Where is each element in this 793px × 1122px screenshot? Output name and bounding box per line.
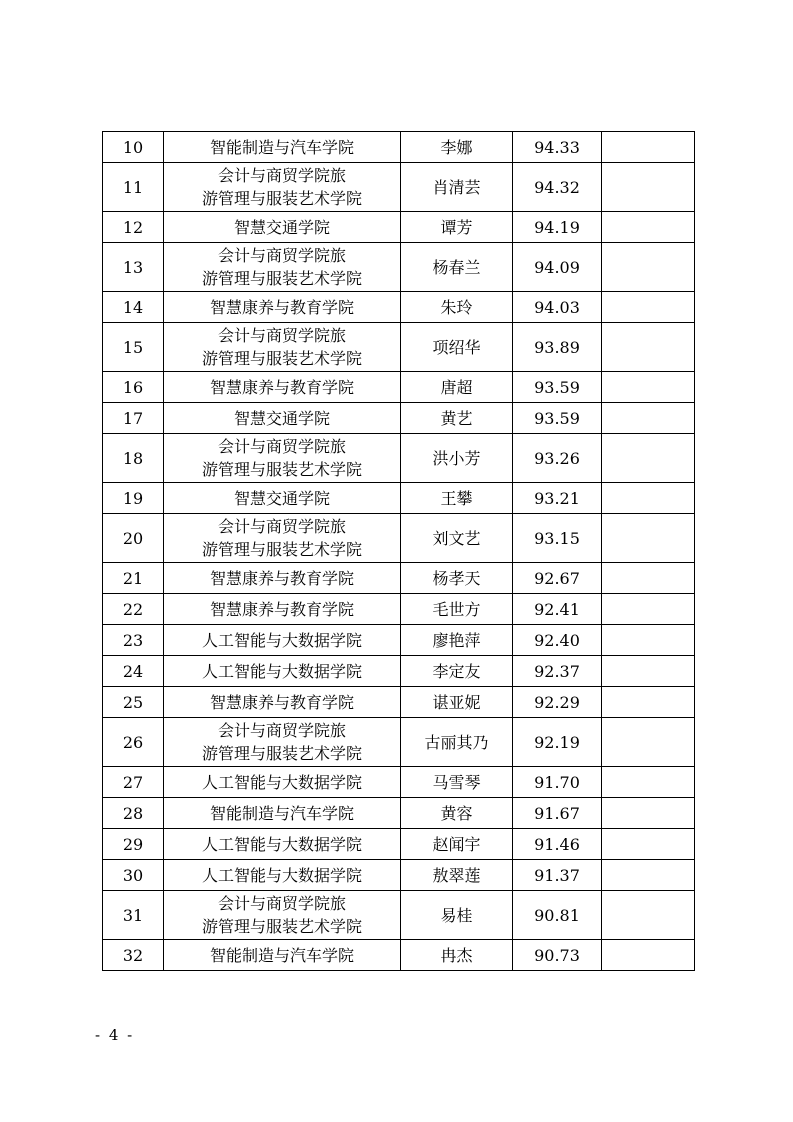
- name-cell: 毛世方: [401, 594, 513, 625]
- college-line: 智慧康养与教育学院: [209, 297, 354, 317]
- rank-cell: 28: [103, 798, 164, 829]
- college-line: 智能制造与汽车学院: [209, 945, 354, 965]
- table-row: [103, 891, 695, 940]
- name-cell: 洪小芳: [401, 434, 513, 483]
- score-cell: 91.70: [513, 767, 602, 798]
- rank-cell: 29: [103, 829, 164, 860]
- table-row: [103, 243, 695, 292]
- page-number: - 4 -: [95, 1026, 135, 1044]
- college-line: 会计与商贸学院旅: [217, 437, 346, 456]
- score-cell: 94.32: [513, 163, 602, 212]
- score-cell: 91.67: [513, 798, 602, 829]
- table-row: [103, 940, 695, 971]
- college-cell: [164, 829, 401, 860]
- score-cell: 94.33: [513, 132, 602, 163]
- note-cell: [602, 860, 695, 891]
- rank-cell: 16: [103, 372, 164, 403]
- college-cell: [164, 798, 401, 829]
- table-row: [103, 292, 695, 323]
- name-cell: 谭芳: [401, 212, 513, 243]
- score-cell: 93.21: [513, 483, 602, 514]
- college-cell: [164, 891, 401, 940]
- score-cell: 92.29: [513, 687, 602, 718]
- college-cell: [164, 483, 401, 514]
- college-cell: [164, 132, 401, 163]
- college-line: 游管理与服装艺术学院: [201, 744, 362, 763]
- name-cell: 古丽其乃: [401, 718, 513, 767]
- rank-cell: 25: [103, 687, 164, 718]
- college-line: 智慧交通学院: [233, 217, 330, 237]
- note-cell: [602, 434, 695, 483]
- college-cell: [164, 163, 401, 212]
- note-cell: [602, 132, 695, 163]
- college-cell: [164, 594, 401, 625]
- note-cell: [602, 563, 695, 594]
- rank-cell: 18: [103, 434, 164, 483]
- college-line: 游管理与服装艺术学院: [201, 349, 362, 368]
- table-row: [103, 403, 695, 434]
- college-line: 智慧交通学院: [233, 408, 330, 428]
- name-cell: 廖艳萍: [401, 625, 513, 656]
- name-cell: 朱玲: [401, 292, 513, 323]
- college-line: 人工智能与大数据学院: [201, 772, 362, 792]
- rank-cell: 15: [103, 323, 164, 372]
- rank-cell: 19: [103, 483, 164, 514]
- name-cell: 项绍华: [401, 323, 513, 372]
- score-cell: 94.19: [513, 212, 602, 243]
- note-cell: [602, 292, 695, 323]
- college-cell: [164, 514, 401, 563]
- name-cell: 李娜: [401, 132, 513, 163]
- college-cell: [164, 323, 401, 372]
- score-cell: 93.59: [513, 403, 602, 434]
- college-cell: [164, 656, 401, 687]
- college-line: 智慧康养与教育学院: [209, 377, 354, 397]
- name-cell: 李定友: [401, 656, 513, 687]
- score-cell: 91.46: [513, 829, 602, 860]
- name-cell: 杨孝天: [401, 563, 513, 594]
- note-cell: [602, 891, 695, 940]
- ranking-table: [102, 131, 695, 971]
- score-cell: 90.81: [513, 891, 602, 940]
- rank-cell: 21: [103, 563, 164, 594]
- table-row: [103, 163, 695, 212]
- college-cell: [164, 212, 401, 243]
- college-line: 游管理与服装艺术学院: [201, 269, 362, 288]
- note-cell: [602, 163, 695, 212]
- score-cell: 93.26: [513, 434, 602, 483]
- name-cell: 马雪琴: [401, 767, 513, 798]
- name-cell: 唐超: [401, 372, 513, 403]
- table-row: [103, 594, 695, 625]
- score-cell: 92.19: [513, 718, 602, 767]
- college-line: 智慧交通学院: [233, 488, 330, 508]
- table-row: [103, 323, 695, 372]
- rank-cell: 31: [103, 891, 164, 940]
- note-cell: [602, 594, 695, 625]
- name-cell: 刘文艺: [401, 514, 513, 563]
- note-cell: [602, 940, 695, 971]
- college-line: 人工智能与大数据学院: [201, 865, 362, 885]
- rank-cell: 12: [103, 212, 164, 243]
- rank-cell: 27: [103, 767, 164, 798]
- score-cell: 90.73: [513, 940, 602, 971]
- name-cell: 敖翠莲: [401, 860, 513, 891]
- name-cell: 黄容: [401, 798, 513, 829]
- rank-cell: 17: [103, 403, 164, 434]
- college-cell: [164, 403, 401, 434]
- name-cell: 王攀: [401, 483, 513, 514]
- table-row: [103, 656, 695, 687]
- college-line: 会计与商贸学院旅: [217, 326, 346, 345]
- rank-cell: 14: [103, 292, 164, 323]
- note-cell: [602, 514, 695, 563]
- score-cell: 93.89: [513, 323, 602, 372]
- college-cell: [164, 625, 401, 656]
- note-cell: [602, 403, 695, 434]
- table-row: [103, 798, 695, 829]
- name-cell: 黄艺: [401, 403, 513, 434]
- score-cell: 93.59: [513, 372, 602, 403]
- ranking-table-body: [103, 132, 695, 971]
- note-cell: [602, 625, 695, 656]
- table-row: [103, 687, 695, 718]
- college-line: 智能制造与汽车学院: [209, 803, 354, 823]
- name-cell: 杨春兰: [401, 243, 513, 292]
- rank-cell: 26: [103, 718, 164, 767]
- score-cell: 93.15: [513, 514, 602, 563]
- college-cell: [164, 860, 401, 891]
- table-row: [103, 563, 695, 594]
- college-line: 会计与商贸学院旅: [217, 721, 346, 740]
- college-cell: [164, 243, 401, 292]
- table-row: [103, 718, 695, 767]
- college-line: 游管理与服装艺术学院: [201, 540, 362, 559]
- score-cell: 92.41: [513, 594, 602, 625]
- college-line: 智慧康养与教育学院: [209, 692, 354, 712]
- college-line: 会计与商贸学院旅: [217, 246, 346, 265]
- table-row: [103, 434, 695, 483]
- college-line: 智慧康养与教育学院: [209, 599, 354, 619]
- score-cell: 92.67: [513, 563, 602, 594]
- note-cell: [602, 798, 695, 829]
- score-cell: 92.40: [513, 625, 602, 656]
- note-cell: [602, 687, 695, 718]
- score-cell: 91.37: [513, 860, 602, 891]
- table-row: [103, 767, 695, 798]
- rank-cell: 24: [103, 656, 164, 687]
- college-line: 会计与商贸学院旅: [217, 166, 346, 185]
- note-cell: [602, 372, 695, 403]
- score-cell: 94.03: [513, 292, 602, 323]
- note-cell: [602, 767, 695, 798]
- rank-cell: 13: [103, 243, 164, 292]
- name-cell: 谌亚妮: [401, 687, 513, 718]
- table-row: [103, 212, 695, 243]
- college-line: 游管理与服装艺术学院: [201, 189, 362, 208]
- college-line: 智慧康养与教育学院: [209, 568, 354, 588]
- rank-cell: 20: [103, 514, 164, 563]
- name-cell: 易桂: [401, 891, 513, 940]
- table-row: [103, 483, 695, 514]
- college-line: 会计与商贸学院旅: [217, 517, 346, 536]
- note-cell: [602, 483, 695, 514]
- note-cell: [602, 718, 695, 767]
- college-line: 游管理与服装艺术学院: [201, 460, 362, 479]
- college-line: 人工智能与大数据学院: [201, 630, 362, 650]
- rank-cell: 30: [103, 860, 164, 891]
- college-cell: [164, 434, 401, 483]
- college-line: 会计与商贸学院旅: [217, 894, 346, 913]
- name-cell: 赵闻宇: [401, 829, 513, 860]
- college-cell: [164, 292, 401, 323]
- table-row: [103, 514, 695, 563]
- note-cell: [602, 656, 695, 687]
- college-cell: [164, 687, 401, 718]
- rank-cell: 10: [103, 132, 164, 163]
- rank-cell: 11: [103, 163, 164, 212]
- college-cell: [164, 718, 401, 767]
- rank-cell: 22: [103, 594, 164, 625]
- rank-cell: 23: [103, 625, 164, 656]
- note-cell: [602, 829, 695, 860]
- score-cell: 94.09: [513, 243, 602, 292]
- college-cell: [164, 940, 401, 971]
- note-cell: [602, 243, 695, 292]
- rank-cell: 32: [103, 940, 164, 971]
- note-cell: [602, 323, 695, 372]
- note-cell: [602, 212, 695, 243]
- score-cell: 92.37: [513, 656, 602, 687]
- college-line: 游管理与服装艺术学院: [201, 917, 362, 936]
- table-row: [103, 829, 695, 860]
- name-cell: 肖清芸: [401, 163, 513, 212]
- table-row: [103, 625, 695, 656]
- college-cell: [164, 372, 401, 403]
- college-cell: [164, 563, 401, 594]
- college-line: 人工智能与大数据学院: [201, 834, 362, 854]
- college-line: 人工智能与大数据学院: [201, 661, 362, 681]
- table-row: [103, 132, 695, 163]
- table-row: [103, 860, 695, 891]
- name-cell: 冉杰: [401, 940, 513, 971]
- table-row: [103, 372, 695, 403]
- college-line: 智能制造与汽车学院: [209, 137, 354, 157]
- college-cell: [164, 767, 401, 798]
